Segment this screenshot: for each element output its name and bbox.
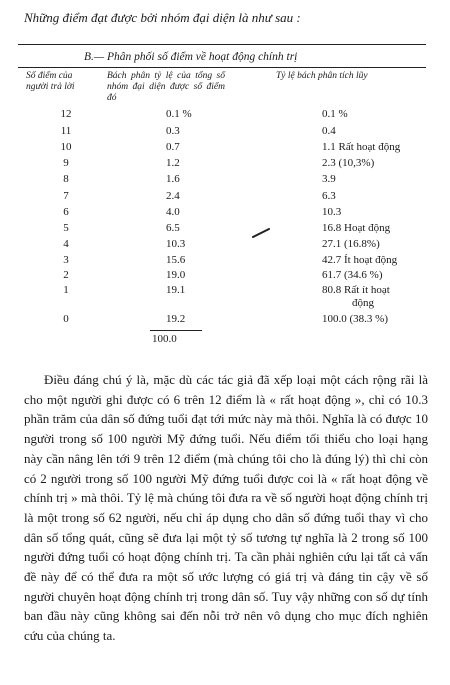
table-header-rule bbox=[18, 67, 426, 68]
score-cell: 4 bbox=[63, 238, 69, 250]
cumulative-cell: 80.8 Rất ít hoạt bbox=[322, 284, 390, 296]
percent-cell: 0.1 % bbox=[166, 108, 192, 120]
score-cell: 6 bbox=[63, 206, 69, 218]
percent-cell: 15.6 bbox=[166, 254, 186, 266]
ink-mark bbox=[252, 228, 270, 238]
table-total: 100.0 bbox=[152, 333, 177, 345]
table-row bbox=[0, 156, 450, 170]
percent-cell: 6.5 bbox=[166, 222, 180, 234]
percent-cell: 19.0 bbox=[166, 269, 186, 281]
table-row-continuation bbox=[0, 296, 450, 310]
table-caption: B.— Phân phối số điểm về hoạt động chính trị bbox=[84, 51, 298, 63]
table-row bbox=[0, 221, 450, 235]
table-row bbox=[0, 189, 450, 203]
table-row bbox=[0, 124, 450, 138]
score-cell: 7 bbox=[63, 190, 69, 202]
table-row bbox=[0, 312, 450, 326]
cumulative-cell: 2.3 (10,3%) bbox=[322, 157, 375, 169]
score-cell: 2 bbox=[63, 269, 69, 281]
table-top-rule bbox=[18, 44, 426, 45]
table-row bbox=[0, 253, 450, 267]
percent-cell: 1.6 bbox=[166, 173, 180, 185]
cumulative-cell: 42.7 Ít hoạt động bbox=[322, 254, 398, 266]
total-rule bbox=[150, 330, 202, 331]
body-paragraph: Điều đáng chú ý là, mặc dù các tác giả đã xếp loại một cách rộng rãi là cho một người ghi được có 6 trên 12 điểm là « rất hoạt động », chỉ có 10.3 phần trăm của dân số đứng tuổi đạt tới mức này mà thôi. Nghĩa là có được 10 người trong số 100 người Mỹ đứng tuổi. Nếu điểm tối thiểu cho loại hạng này cần nâng lên tới 9 trên 12 điểm (mà chúng tôi cho là đúng lý) thì chỉ còn có 2 người trong số 100 người Mỹ đứng tuổi được coi là « rất hoạt động về chính trị » mà thôi. Tỷ lệ mà chúng tôi đưa ra về số người hoạt động chính trị là một trong số 62 người, nếu chỉ áp dụng cho dân số đứng tuổi thay vì cho dân số tổng quát, cũng sẽ đưa lại một tỷ số tương tự nghĩa là 2 trong số 100 người đứng tuổi có hoạt động chính trị. Ta cần phải nghiên cứu lại tất cả vấn đề này để có thể đưa ra một số ước lượng có giá trị và đáng tin cậy về số người chuyên hoạt động chính trị trong dân số. Tuy vậy những con số dự tính ban đầu này cũng không sai đến nỗi trở nên vô dụng cho mục đích nghiên cứu của chúng ta. bbox=[24, 372, 428, 644]
cumulative-cell: 16.8 Hoạt động bbox=[322, 222, 391, 234]
cumulative-cell: 6.3 bbox=[322, 190, 336, 202]
table-row bbox=[0, 172, 450, 186]
cumulative-cell: 0.4 bbox=[322, 125, 336, 137]
percent-cell: 19.1 bbox=[166, 284, 186, 296]
cumulative-cell: 10.3 bbox=[322, 206, 342, 218]
percent-cell: 0.3 bbox=[166, 125, 180, 137]
score-cell: 10 bbox=[60, 141, 72, 153]
percent-cell: 19.2 bbox=[166, 313, 186, 325]
score-cell: 12 bbox=[60, 108, 72, 120]
table-row bbox=[0, 140, 450, 154]
score-cell: 11 bbox=[60, 125, 72, 137]
cumulative-cell: 100.0 (38.3 %) bbox=[322, 313, 388, 325]
table-row bbox=[0, 205, 450, 219]
cumulative-cell: 1.1 Rất hoạt động bbox=[322, 141, 401, 153]
percent-cell: 2.4 bbox=[166, 190, 180, 202]
score-cell: 8 bbox=[63, 173, 69, 185]
cumulative-cell: 3.9 bbox=[322, 173, 336, 185]
table-row bbox=[0, 283, 450, 297]
table-row bbox=[0, 268, 450, 282]
percent-cell: 0.7 bbox=[166, 141, 180, 153]
intro-line: Những điểm đạt được bởi nhóm đại diện là như sau : bbox=[24, 10, 301, 25]
header-cumulative: Tỷ lệ bách phân tích lũy bbox=[276, 71, 368, 81]
percent-cell: 10.3 bbox=[166, 238, 186, 250]
cumulative-cell: 27.1 (16.8%) bbox=[322, 238, 380, 250]
percent-cell: 1.2 bbox=[166, 157, 180, 169]
cumulative-cell: 61.7 (34.6 %) bbox=[322, 269, 383, 281]
score-cell: 0 bbox=[63, 313, 69, 325]
percent-cell: 4.0 bbox=[166, 206, 180, 218]
cumulative-cell-continued: động bbox=[352, 297, 374, 309]
table-row bbox=[0, 237, 450, 251]
score-cell: 3 bbox=[63, 254, 69, 266]
header-percent: Bách phân tỷ lệ của tổng số nhóm đại diện được số điểm đó bbox=[107, 71, 225, 103]
header-score: Số điểm của người trả lời bbox=[26, 71, 75, 92]
score-cell: 1 bbox=[63, 284, 69, 296]
cumulative-cell: 0.1 % bbox=[322, 108, 348, 120]
table-row bbox=[0, 107, 450, 121]
score-cell: 5 bbox=[63, 222, 69, 234]
score-cell: 9 bbox=[63, 157, 69, 169]
